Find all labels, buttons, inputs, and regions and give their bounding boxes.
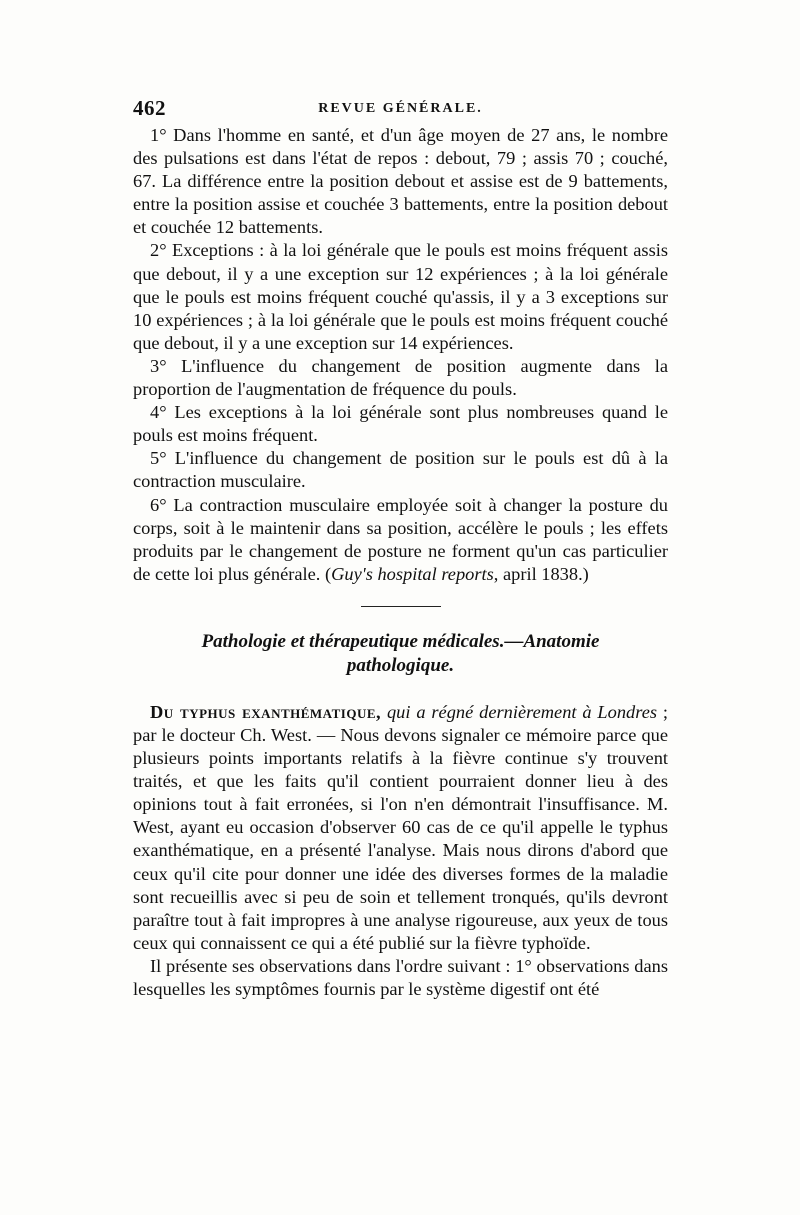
conclusion-1: 1° Dans l'homme en santé, et d'un âge moyen de 27 ans, le nombre des pulsations est dans l'état de repos : debout, 79 ; assis 70 ; couché, 67. La différence entre la position debout et assise est de 9 battements, entre la position assise et couchée 3 battements, entre la position debout et couchée 12 battements. xyxy=(133,125,668,238)
article-intro: ; par le docteur Ch. West. — Nous devons signaler ce mémoire parce que plusieurs points importants relatifs à la fièvre continue s'y trouvent traités, et que les faits qu'il contient pourraient donner lieu à des opinions tout à fait erronées, si l'on n'en démontrait l'insuffisance. M. West, ayant eu occasion d'observer 60 cas de ce qu'il appelle le typhus exanthématique, en a présenté l'analyse. Mais nous dirons d'abord que ceux qu'il cite pour donner une idée des diverses formes de la maladie sont recueillis avec si peu de soin et tellement tronqués, qu'ils devront paraître tout à fait impropres à une analyse rigoureuse, aux yeux de tous ceux qui connaissent ce qui a été publié sur la fièvre typhoïde. xyxy=(133,701,669,953)
article-heading-italic: qui a régné dernièrement à Londres xyxy=(386,701,658,722)
page-header xyxy=(133,96,668,126)
article-heading: Du typhus exanthématique, xyxy=(150,701,382,722)
conclusion-6 xyxy=(133,494,668,586)
body-text xyxy=(133,124,668,1001)
page-number: 462 xyxy=(133,96,166,120)
citation-date: , april 1838.) xyxy=(493,563,589,584)
section-title-line-2: pathologique. xyxy=(346,654,455,676)
conclusion-4: 4° Les exceptions à la loi générale sont plus nombreuses quand le pouls est moins fréquent. xyxy=(133,402,668,446)
article-paragraph-2: Il présente ses observations dans l'ordre suivant : 1° observations dans lesquelles les symptômes fournis par le système digestif ont été xyxy=(133,955,668,999)
citation-source: Guy's hospital reports xyxy=(331,563,494,584)
conclusion-2: 2° Exceptions : à la loi générale que le pouls est moins fréquent assis que debout, il y a une exception sur 12 expériences ; à la loi générale que le pouls est moins fréquent couché qu'assis, il y a 3 exceptions sur 10 expériences ; à la loi générale que le pouls est moins fréquent couché que debout, il y a une exception sur 14 expériences. xyxy=(133,240,668,353)
conclusion-5: 5° L'influence du changement de position sur le pouls est dû à la contraction musculaire. xyxy=(133,448,668,492)
section-divider xyxy=(361,606,441,607)
citation-open: ( xyxy=(325,563,332,584)
conclusion-3: 3° L'influence du changement de position augmente dans la proportion de l'augmentation de fréquence du pouls. xyxy=(133,355,668,400)
section-title-line-1: Pathologie et thérapeutique médicales.—Anatomie xyxy=(201,630,600,652)
article-paragraph-1 xyxy=(133,701,668,955)
conclusion-6-text: 6° La contraction musculaire employée soit à changer la posture du corps, soit à le maintenir dans sa position, accélère le pouls ; les effets produits par le changement de posture ne forment qu'un cas particulier de cette loi plus générale. xyxy=(133,494,668,584)
running-title: REVUE GÉNÉRALE. xyxy=(318,101,483,116)
section-title xyxy=(133,630,668,678)
